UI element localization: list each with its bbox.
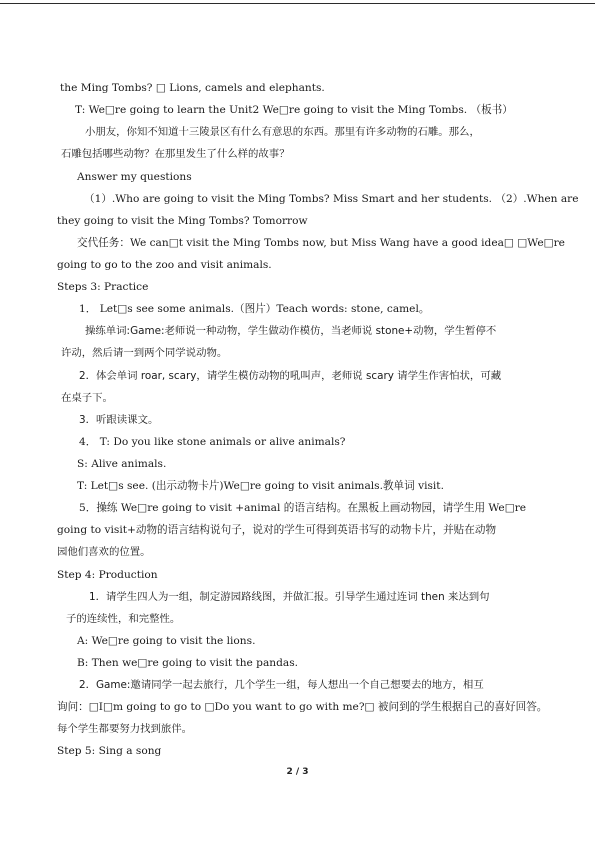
- text-line: A: We□re going to visit the lions.: [77, 635, 256, 647]
- text-line: the Ming Tombs? □ Lions, camels and elephants.: [60, 82, 325, 94]
- text-line: they going to visit the Ming Tombs? Tomorrow: [57, 215, 308, 227]
- text-line: （1）.Who are going to visit the Ming Tombs? Miss Smart and her students. （2）.When are: [84, 193, 579, 205]
- text-line: 园他们喜欢的位置。: [57, 546, 151, 558]
- text-line: B: Then we□re going to visit the pandas.: [77, 657, 298, 669]
- page-number: 2 / 3: [286, 767, 309, 777]
- text-line: 1． Let□s see some animals.（图片）Teach words: stone, camel。: [79, 303, 430, 315]
- section-heading: Steps 3: Practice: [57, 281, 149, 293]
- text-line: 询问：□I□m going to go to □Do you want to go with me?□ 被问到的学生根据自己的喜好回答。: [57, 701, 548, 713]
- section-heading: Step 5: Sing a song: [57, 745, 162, 757]
- text-line: T: Let□s see. (出示动物卡片)We□re going to visit animals.教单词 visit.: [77, 480, 444, 492]
- text-line: T: We□re going to learn the Unit2 We□re going to visit the Ming Tombs. （板书）: [75, 104, 513, 116]
- text-line: 每个学生都要努力找到旅伴。: [57, 723, 193, 735]
- text-line: 5．操练 We□re going to visit +animal 的语言结构。在黑板上画动物园，请学生用 We□re: [79, 502, 527, 514]
- text-line: 3．听跟读课文。: [79, 414, 159, 426]
- text-line: 操练单词:Game:老师说一种动物，学生做动作模仿，当老师说 stone+动物，学生暂停不: [85, 325, 497, 337]
- section-heading: Step 4: Production: [57, 569, 158, 581]
- text-line: 交代任务：We can□t visit the Ming Tombs now, but Miss Wang have a good idea□ □We□re: [77, 237, 565, 249]
- text-line: Answer my questions: [77, 171, 192, 183]
- text-line: 1．请学生四人为一组，制定游园路线图，并做汇报。引导学生通过连词 then 来达到句: [89, 591, 490, 603]
- text-line: 2．体会单词 roar, scary，请学生模仿动物的吼叫声，老师说 scary 请学生作害怕状，可藏: [79, 370, 502, 382]
- text-line: going to go to the zoo and visit animals.: [57, 259, 272, 271]
- text-line: going to visit+动物的语言结构说句子，说对的学生可得到英语书写的动物卡片，并贴在动物: [57, 524, 497, 536]
- text-line: 2．Game:邀请同学一起去旅行，几个学生一组，每人想出一个自己想要去的地方，相互: [79, 679, 484, 691]
- text-line: 石雕包括哪些动物？在那里发生了什么样的故事？: [61, 148, 290, 160]
- text-line: 许动，然后请一到两个同学说动物。: [61, 347, 228, 359]
- text-line: 小朋友，你知不知道十三陵景区有什么有意思的东西。那里有许多动物的石雕。那么，: [85, 126, 480, 138]
- text-line: 4． T: Do you like stone animals or alive animals?: [79, 436, 346, 448]
- text-line: 子的连续性，和完整性。: [66, 613, 181, 625]
- text-line: 在桌子下。: [61, 392, 113, 404]
- text-line: S: Alive animals.: [77, 458, 167, 470]
